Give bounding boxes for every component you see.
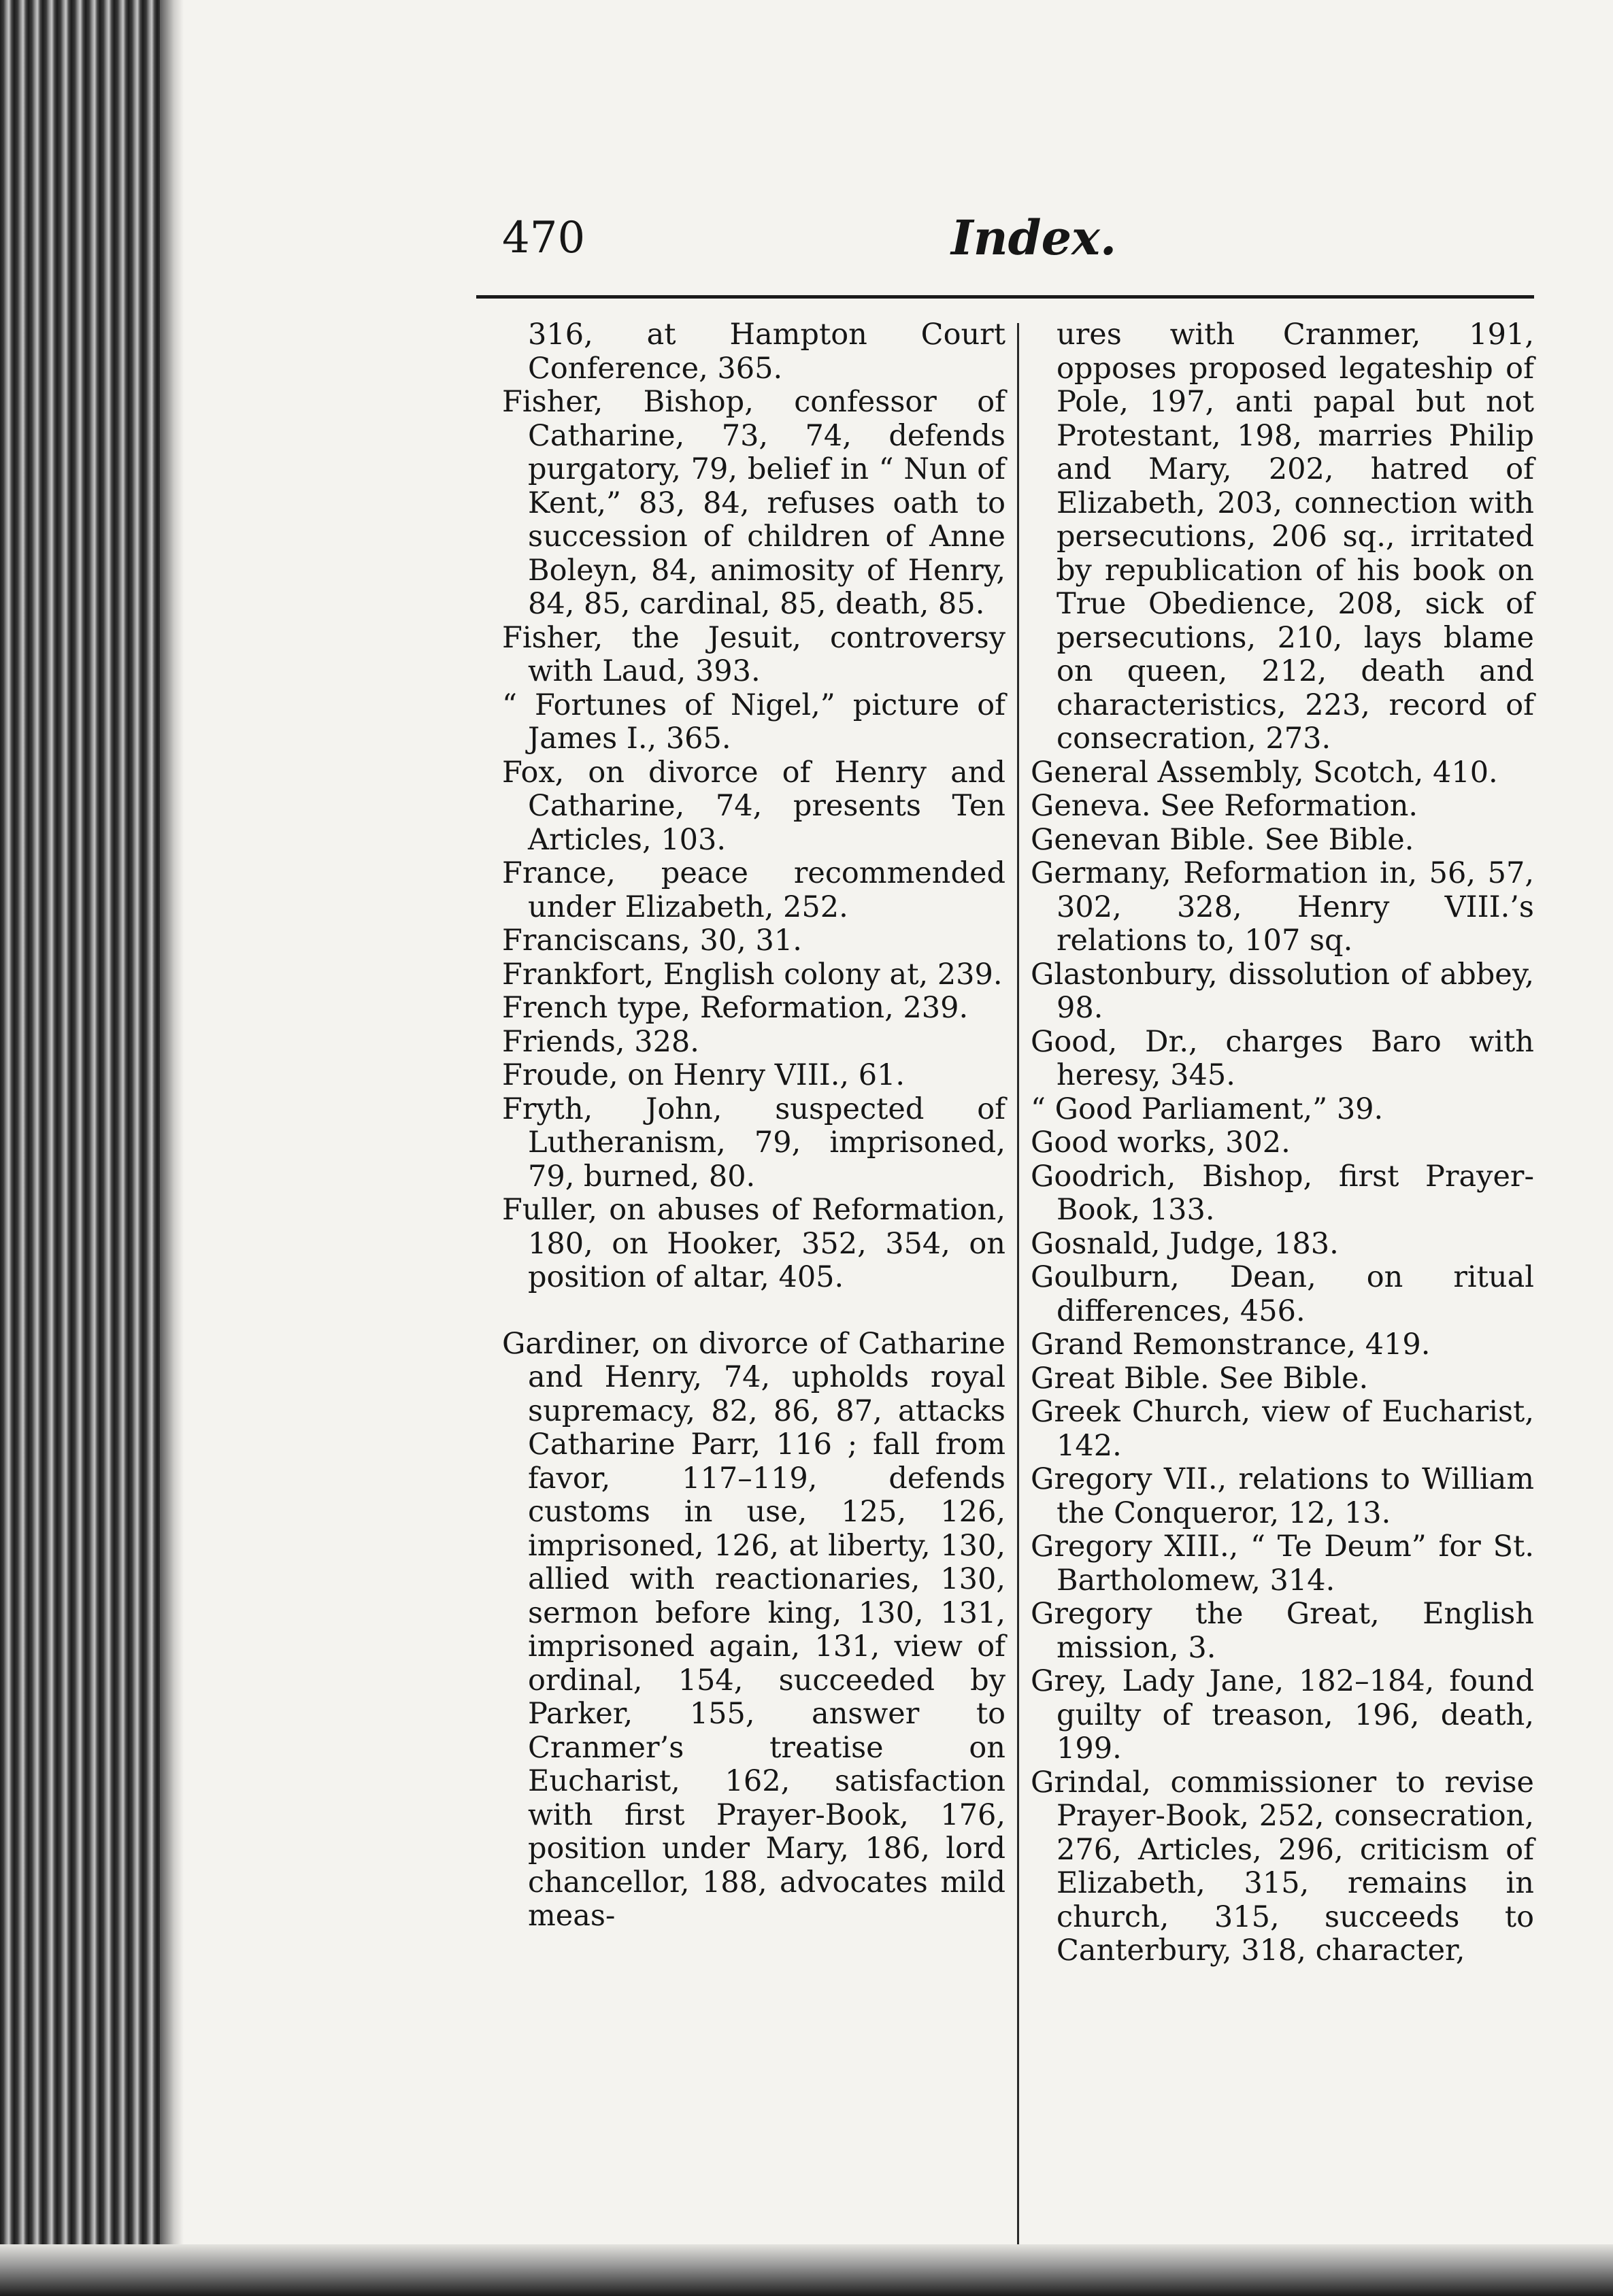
index-entry: Gregory the Great, English mission, 3. [1031, 1597, 1534, 1665]
index-entry: “ Fortunes of Nigel,” picture of James I., 365. [502, 688, 1005, 756]
index-entry: Froude, on Henry VIII., 61. [502, 1058, 905, 1092]
index-entry: Germany, Reformation in, 56, 57, 302, 328, Henry VIII.’s relations to, 107 sq. [1031, 856, 1534, 958]
header-rule [476, 295, 1534, 299]
index-entry: Fryth, John, suspected of Lutheranism, 79, imprisoned, 79, burned, 80. [502, 1092, 1005, 1194]
index-entry: Good, Dr., charges Baro with heresy, 345. [1031, 1024, 1534, 1092]
book-spine-edge [0, 0, 160, 2296]
index-entry: Frankfort, English colony at, 239. [502, 957, 1003, 992]
index-entry: Fuller, on abuses of Reformation, 180, on Hooker, 352, 354, on position of altar, 405. [502, 1193, 1005, 1294]
index-entry: Gregory VII., relations to William the Conqueror, 12, 13. [1031, 1462, 1534, 1530]
index-entry: French type, Reformation, 239. [502, 991, 969, 1025]
index-entry: Franciscans, 30, 31. [502, 924, 802, 958]
index-entry: 316, at Hampton Court Conference, 365. [528, 318, 1005, 386]
index-entry: Fox, on divorce of Henry and Catharine, 74, presents Ten Articles, 103. [502, 755, 1005, 857]
index-entry: Grand Remonstrance, 419. [1031, 1328, 1431, 1362]
index-entry: Great Bible. See Bible. [1031, 1361, 1369, 1396]
index-column-left [502, 318, 1005, 1934]
index-entry: Good works, 302. [1031, 1126, 1291, 1160]
index-entry: Goodrich, Bishop, first Prayer-Book, 133. [1031, 1159, 1534, 1227]
index-entry: Gregory XIII., “ Te Deum” for St. Bartholomew, 314. [1031, 1530, 1534, 1598]
page-number: 470 [502, 213, 586, 263]
column-divider [1017, 323, 1019, 2261]
index-entry: Grindal, commissioner to revise Prayer-Book, 252, consecration, 276, Articles, 296, criticism of Elizabeth, 315, remains in church, 315, succeeds to Canterbury, 318, character, [1031, 1765, 1534, 1968]
gutter-shadow [160, 0, 184, 2296]
index-entry: “ Good Parliament,” 39. [1031, 1092, 1384, 1126]
index-entry: Grey, Lady Jane, 182–184, found guilty of treason, 196, death, 199. [1031, 1664, 1534, 1766]
index-entry: Greek Church, view of Eucharist, 142. [1031, 1395, 1534, 1463]
index-column-right [1031, 318, 1534, 1968]
index-entry: Fisher, Bishop, confessor of Catharine, 73, 74, defends purgatory, 79, belief in “ Nun of Kent,” 83, 84, refuses oath to succession of children of Anne Boleyn, 84, animosity of Henry, 84, 85, cardinal, 85, death, 85. [502, 385, 1005, 621]
index-entry: Gosnald, Judge, 183. [1031, 1226, 1339, 1261]
index-entry: Genevan Bible. See Bible. [1031, 822, 1414, 857]
index-entry: ures with Cranmer, 191, opposes proposed legateship of Pole, 197, anti papal but not Protestant, 198, marries Philip and Mary, 202, hatred of Elizabeth, 203, connection with persecutions, 206 sq., irritated by republication of his book on True Obedience, 208, sick of persecutions, 210, lays blame on queen, 212, death and characteristics, 223, record of consecration, 273. [1057, 318, 1534, 756]
index-entry: Gardiner, on divorce of Catharine and Henry, 74, upholds royal supremacy, 82, 86, 87, attacks Catharine Parr, 116 ; fall from favor, 117–119, defends customs in use, 125, 126, imprisoned, 126, at liberty, 130, allied with reactionaries, 130, sermon before king, 130, 131, imprisoned again, 131, view of ordinal, 154, succeeded by Parker, 155, answer to Cranmer’s treatise on Eucharist, 162, satisfaction with first Prayer-Book, 176, position under Mary, 186, lord chancellor, 188, advocates mild meas- [502, 1326, 1005, 1933]
running-title: Index. [951, 209, 1117, 266]
index-entry: Fisher, the Jesuit, controversy with Laud, 393. [502, 620, 1005, 688]
page-header [502, 204, 1536, 279]
index-entry: Glastonbury, dissolution of abbey, 98. [1031, 957, 1534, 1025]
index-entry: Goulburn, Dean, on ritual differences, 456. [1031, 1260, 1534, 1328]
index-entry: Geneva. See Reformation. [1031, 789, 1418, 823]
index-entry: Friends, 328. [502, 1024, 699, 1059]
index-entry: France, peace recommended under Elizabeth, 252. [502, 856, 1005, 924]
index-entry: General Assembly, Scotch, 410. [1031, 755, 1498, 790]
page-bottom-edge [0, 2244, 1613, 2296]
